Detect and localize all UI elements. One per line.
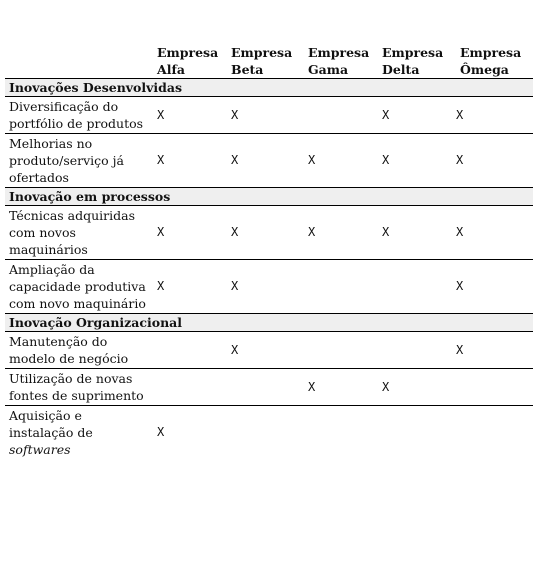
section-title: Inovação Organizacional <box>9 315 183 330</box>
header-company-delta: Empresa Delta <box>382 45 444 77</box>
mark-cell <box>378 406 456 460</box>
section-title: Inovações Desenvolvidas <box>9 80 183 95</box>
header-company-beta: Empresa Beta <box>231 45 293 77</box>
innovation-table <box>5 42 533 459</box>
row-label: Ampliação da capacidade produtiva com novo maquinário <box>9 262 146 311</box>
mark-cell: X <box>382 379 390 394</box>
table-header <box>5 42 533 79</box>
mark-cell: X <box>231 153 239 167</box>
mark-cell <box>378 332 456 369</box>
mark-cell: X <box>456 225 464 239</box>
mark-cell <box>227 406 304 460</box>
row-label: Técnicas adquiridas com novos maquinários <box>9 208 136 257</box>
mark-cell: X <box>231 107 239 122</box>
row-label: Diversificação do portfólio de produtos <box>9 99 144 131</box>
mark-cell <box>153 332 227 369</box>
header-company-alfa: Empresa Alfa <box>157 45 219 77</box>
table-body <box>5 79 533 460</box>
mark-cell: X <box>308 225 316 239</box>
mark-cell: X <box>308 153 316 167</box>
mark-cell: X <box>157 425 165 439</box>
row-label: Manutenção do modelo de negócio <box>9 334 129 366</box>
mark-cell: X <box>231 279 239 293</box>
mark-cell <box>304 406 378 460</box>
mark-cell: X <box>456 279 464 293</box>
mark-cell <box>378 260 456 314</box>
section-header-row <box>5 314 533 332</box>
mark-cell <box>304 260 378 314</box>
mark-cell: X <box>157 225 165 239</box>
header-company-omega: Empresa Ômega <box>460 45 522 77</box>
row-label-text: Aquisição e instalação de <box>9 408 93 440</box>
mark-cell: X <box>231 225 239 239</box>
section-title: Inovação em processos <box>9 189 171 204</box>
mark-cell: X <box>382 153 390 167</box>
table-row <box>5 97 533 134</box>
header-blank-cell <box>5 42 153 79</box>
mark-cell: X <box>308 379 316 394</box>
table-row <box>5 206 533 260</box>
table-row <box>5 260 533 314</box>
mark-cell: X <box>456 342 464 357</box>
mark-cell: X <box>157 107 165 122</box>
mark-cell: X <box>456 107 464 122</box>
row-label: Utilização de novas fontes de suprimento <box>9 371 144 403</box>
header-company-gama: Empresa Gama <box>308 45 370 77</box>
row-label <box>5 406 153 460</box>
mark-cell <box>304 97 378 134</box>
mark-cell <box>304 332 378 369</box>
innovation-table-container <box>5 42 533 459</box>
table-row <box>5 406 533 460</box>
row-label: Melhorias no produto/serviço já ofertados <box>9 136 124 185</box>
table-row <box>5 332 533 369</box>
mark-cell <box>153 369 227 406</box>
table-row <box>5 134 533 188</box>
row-label-emphasis: softwares <box>9 442 71 457</box>
table-row <box>5 369 533 406</box>
mark-cell: X <box>382 107 390 122</box>
section-header-row <box>5 79 533 97</box>
mark-cell: X <box>456 153 464 167</box>
mark-cell: X <box>382 225 390 239</box>
mark-cell <box>227 369 304 406</box>
mark-cell: X <box>231 342 239 357</box>
mark-cell <box>456 406 533 460</box>
section-header-row <box>5 188 533 206</box>
mark-cell: X <box>157 153 165 167</box>
mark-cell <box>456 369 533 406</box>
mark-cell: X <box>157 279 165 293</box>
